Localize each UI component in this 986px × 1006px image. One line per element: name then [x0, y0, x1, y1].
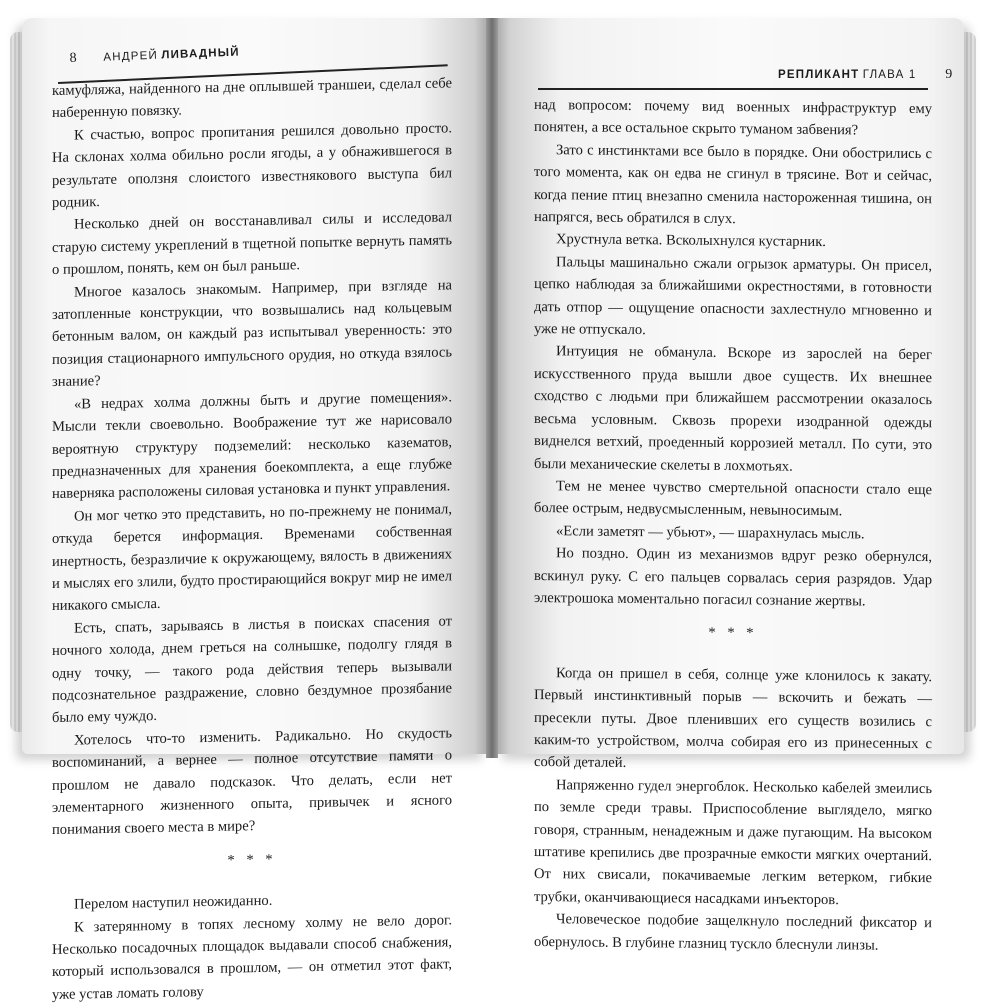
paragraph: камуфляжа, найденного на дне оплывшей траншеи, сделал себе наберенную повязку. [52, 75, 452, 122]
paragraph: Он мог четко это представить, но по-прежнему не понимал, откуда берется информация. Временами собственная инертность, безразличие к окружающему, вялость в движениях и мыслях его злили, будто простирающийся вокруг мир не имел никакого смысла. [52, 501, 452, 615]
paragraph: К затерянному в топях лесному холму не вело дорог. Несколько посадочных площадок выдавали способ снабжения, который использовался в прошлом, — он отметил этот факт, уже устав ломать голову [52, 911, 452, 1003]
paragraph: «Если заметят — убьют», — шарахнулась мысль. [556, 522, 865, 543]
chapter-label: ГЛАВА 1 [862, 69, 917, 81]
paragraph: Зато с инстинктами все было в порядке. Они обострились с того момента, как он едва не сгинул в трясине. Вот и сейчас, когда пение птиц внезапно сменила настороженная тишина, он напрягся, весь обратился в слух. [534, 142, 932, 228]
left-page-text [52, 72, 452, 1006]
paragraph: Но поздно. Один из механизмов вдруг резко обернулся, вскинул руку. С его пальцев сорвалась серия разрядов. Удар электрошока моментально погасил сознание жертвы. [534, 545, 932, 610]
right-running-header [778, 66, 952, 83]
paragraph: Перелом наступил неожиданно. [74, 892, 273, 913]
right-page-text [534, 94, 932, 957]
author-first-name: АНДРЕЙ [103, 49, 159, 64]
right-page-number: 9 [945, 67, 953, 82]
paragraph: над вопросом: почему вид военных инфраструктур ему понятен, а все остальное скрыто туманом забвения? [534, 97, 932, 139]
paragraph: Хрустнула ветка. Всколыхнулся кустарник. [556, 231, 826, 251]
section-separator: * * * [227, 851, 277, 869]
paragraph: Пальцы машинально сжали огрызок арматуры. Он присел, цепко наблюдая за ближайшими окрестностями, в готовности дать отпор — ощущение опасности захлестнуло мгновенно и уже не отпускало. [534, 254, 932, 339]
paragraph: Когда он пришел в себя, солнце уже клонилось к закату. Первый инстинктивный порыв — вскочить и бежать — пресекли путы. Двое пленивших его существ возились с каким-то устройством, молча собирая его из принесенных с собой деталей. [534, 664, 932, 772]
paragraph: Несколько дней он восстанавливал силы и исследовал старую систему укреплений в тщетной попытке вернуть память о прошлом, понять, кем он был раньше. [52, 209, 452, 279]
section-separator: * * * [708, 625, 758, 642]
paragraph: «В недрах холма должны быть и другие помещения». Мысли текли своевольно. Воображение тут же нарисовало вероятную структуру подземелий: несколько казематов, предназначенных для хранения боекомплекта, а еще глубже наверняка расположены силовая установка и пункт управления. [52, 389, 452, 503]
paragraph: Многое казалось знакомым. Например, при взгляде на затопленные конструкции, что возвышались над кольцевым бетонным валом, он каждый раз испытывал уверенность: это позиция стационарного импульсного орудия, но откуда взялось знание? [52, 276, 452, 391]
author-last-name: ЛИВАДНЫЙ [161, 46, 240, 62]
paragraph: Тем не менее чувство смертельной опасности стало еще более острым, недвусмысленным, невыносимым. [534, 478, 932, 520]
paragraph: Человеческое подобие защелкнуло последний фиксатор и обернулось. В глубине глазниц тускло блеснули линзы. [534, 911, 932, 954]
book-spine [486, 18, 498, 758]
left-page-number: 8 [69, 50, 77, 67]
right-page-edges [962, 32, 976, 732]
paragraph: Хотелось что-то изменить. Радикально. Но скудость воспоминаний, а вернее — полное отсутствие памяти о прошлом не давало подсказок. Что делать, если нет элементарного жизненного опыта, привычек и ясного понимания своего места в мире? [52, 725, 452, 839]
paragraph: К счастью, вопрос пропитания решился довольно просто. На склонах холма обильно росли ягоды, а у обнажившегося в результате оползня слоистого известнякового выступа бил родник. [52, 120, 452, 212]
right-header-rule [538, 88, 928, 90]
book-title: РЕПЛИКАНТ [778, 69, 860, 81]
paragraph: Напряженно гудел энергоблок. Несколько кабелей змеились по земле среди травы. Приспособление выглядело, мягко говоря, странным, ненадежным и даже пугающим. На высоком штативе крепились две прозрачные емкости мягких очертаний. От них свисали, покачиваемые легким ветерком, гибкие трубки, оканчивающиеся насадками инъекторов. [534, 777, 932, 909]
paragraph: Интуиция не обманула. Вскоре из зарослей на берег искусственного пруда вышли двое существ. Их внешнее сходство с людьми при ближайшем рассмотрении оказалось весьма условным. Сквозь прорехи изодранной одежды виднелся ветхий, проеденный коррозией металл. По сути, это были механические скелеты в лохмотьях. [534, 343, 932, 475]
paragraph: Есть, спать, зарываясь в листья в поисках спасения от ночного холода, днем греться на солнышке, подолгу глядя в одну точку, — такого рода действия теперь вызывали подсознательное раздражение, словно бездумное прозябание было ему чуждо. [52, 613, 452, 727]
